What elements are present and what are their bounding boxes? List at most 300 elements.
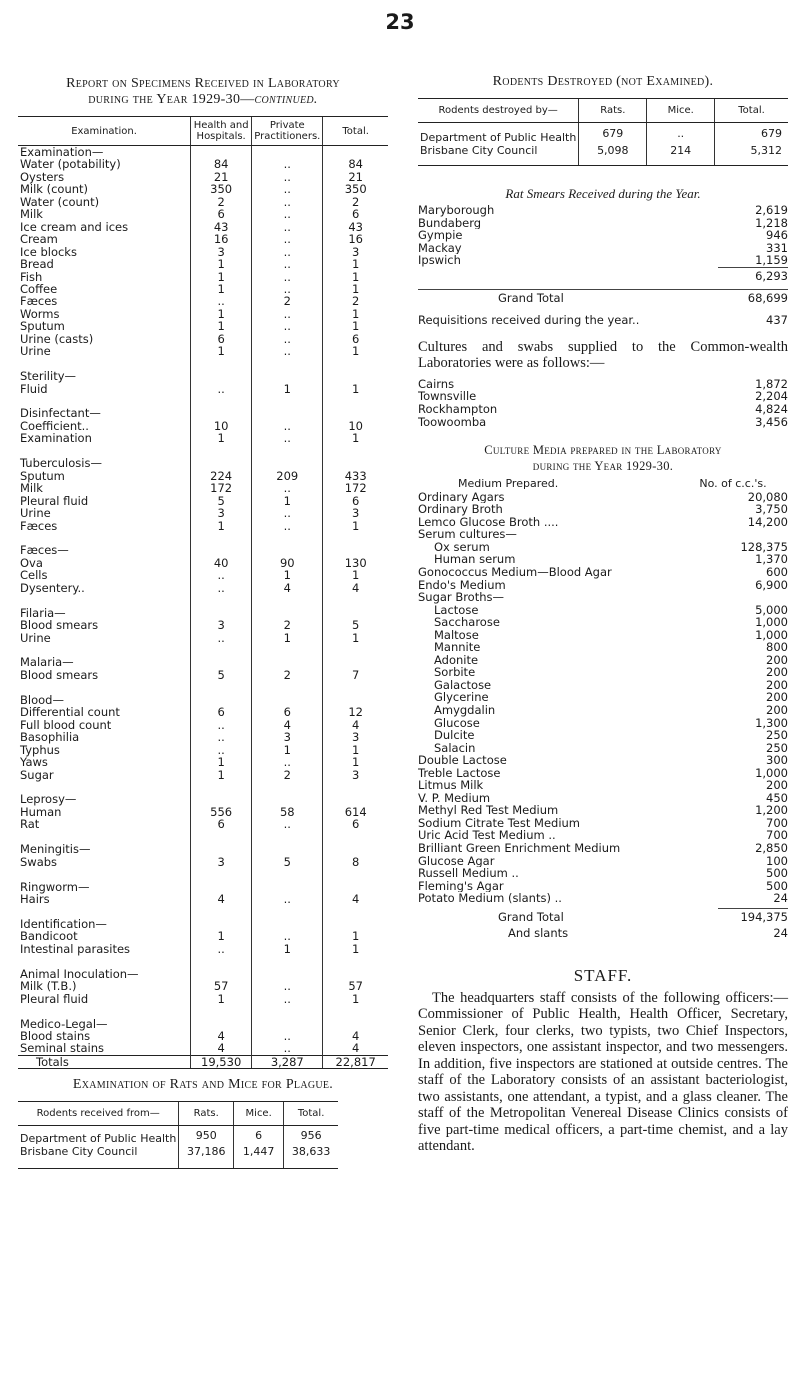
section-label: Fæces—: [20, 543, 69, 558]
item-value: 300: [766, 753, 788, 768]
cell-hospitals: 40: [191, 557, 252, 569]
item-value: 6,900: [755, 577, 788, 592]
table-row: [18, 893, 388, 905]
table-row: [18, 158, 388, 170]
row-label: Human: [20, 804, 62, 819]
spacer-cell: [323, 681, 388, 693]
spacer-cell: [18, 1158, 179, 1169]
list-item: [418, 217, 788, 230]
item-label: Serum cultures—: [418, 528, 517, 541]
spacer-cell: [323, 395, 388, 407]
row-label: Basophilia: [20, 730, 80, 745]
spacer-cell: [234, 1158, 284, 1169]
cell-hospitals: 3: [191, 619, 252, 631]
cell-total: 3: [323, 507, 388, 519]
item-value: 5,000: [755, 602, 788, 617]
cell-total: 1: [323, 744, 388, 756]
cell-hospitals: 4: [191, 1030, 252, 1042]
cell-hospitals: ..: [191, 719, 252, 731]
row-label: Rat: [20, 817, 40, 832]
destroyed-caption: Rodents Destroyed (not Examined).: [492, 74, 714, 89]
table-row: [18, 320, 388, 332]
cell-rats: 5,098: [579, 144, 647, 157]
cell-private: 1: [252, 744, 323, 756]
spacer-row: [18, 1158, 338, 1169]
item-label: Cairns: [418, 377, 455, 391]
table-row: [18, 557, 388, 569]
table-row: [18, 495, 388, 507]
spacer-cell: [252, 644, 323, 656]
row-label: Milk (T.B.): [20, 979, 77, 994]
row-label: Seminal stains: [20, 1041, 104, 1056]
rats-mice-caption: Examination of Rats and Mice for Plague.: [72, 1077, 334, 1093]
col-mice: Mice.: [234, 1102, 284, 1126]
cell-total: 6: [323, 495, 388, 507]
table-row: [18, 432, 388, 444]
cell-private: ..: [252, 980, 323, 992]
specimens-table: [18, 116, 388, 1069]
spacer-cell: [191, 831, 252, 843]
spacer-cell: [18, 868, 191, 880]
item-value: 800: [766, 640, 788, 655]
item-label: Dulcite: [434, 729, 475, 742]
cell-private: ..: [252, 158, 323, 170]
table-row: [18, 582, 388, 594]
cell-hospitals: 224: [191, 470, 252, 482]
col-total: Total.: [284, 1102, 338, 1126]
cell-total: 1: [323, 283, 388, 295]
item-label: Mackay: [418, 241, 462, 255]
item-label: Methyl Red Test Medium: [418, 804, 559, 817]
list-item: [418, 616, 788, 629]
row-label: Urine: [20, 506, 51, 521]
spacer-cell: [284, 1158, 338, 1169]
item-value: 2,850: [755, 841, 788, 856]
table-row: [18, 756, 388, 768]
list-item: [418, 742, 788, 755]
cell-total: 43: [323, 221, 388, 233]
cell-hospitals: ..: [191, 569, 252, 581]
cell-hospitals: 1: [191, 769, 252, 781]
cell-hospitals: 1: [191, 432, 252, 444]
rat-smears-heading: Rat Smears Received during the Year.: [505, 186, 701, 201]
empty-cell: [252, 843, 323, 855]
item-label: Sorbite: [434, 666, 476, 679]
rat-smears-list: [418, 204, 788, 267]
item-value: 1,300: [755, 715, 788, 730]
item-value: 250: [766, 740, 788, 755]
cell-mice: 1,447: [234, 1145, 284, 1158]
cell-hospitals: 6: [191, 333, 252, 345]
item-label: Salacin: [434, 741, 476, 755]
cell-private: 209: [252, 470, 323, 482]
media-slants-row: [418, 927, 788, 940]
list-item: [418, 817, 788, 830]
item-value: 200: [766, 778, 788, 793]
row-label: Fluid: [20, 381, 48, 396]
cell-hospitals: 1: [191, 308, 252, 320]
cell-total: 84: [323, 158, 388, 170]
cell-hospitals: ..: [191, 731, 252, 743]
cell-total: 1: [323, 320, 388, 332]
cell-total: 6: [323, 208, 388, 220]
empty-cell: [252, 457, 323, 469]
cell-total: 8: [323, 856, 388, 868]
item-label: Toowoomba: [418, 415, 487, 429]
item-value: 1,159: [755, 253, 788, 268]
spacer-cell: [191, 395, 252, 407]
row-label: Typhus: [20, 742, 60, 757]
cell-private: ..: [252, 246, 323, 258]
row-label: Examination: [20, 431, 92, 446]
cell-hospitals: ..: [191, 943, 252, 955]
specimens-table-body: [18, 146, 388, 1056]
section-row: [18, 843, 388, 855]
spacer-cell: [323, 905, 388, 917]
section-label: Disinfectant—: [20, 406, 101, 421]
cell-total: 3: [323, 246, 388, 258]
spacer-cell: [323, 532, 388, 544]
table-row: [18, 383, 388, 395]
cell-total: 1: [323, 383, 388, 395]
totals-hospitals: 19,530: [191, 1055, 252, 1068]
spacer-cell: [323, 594, 388, 606]
row-label: Urine: [20, 630, 51, 645]
spacer-cell: [191, 955, 252, 967]
cell-total: 6: [323, 333, 388, 345]
cell-total: 7: [323, 669, 388, 681]
empty-cell: [323, 370, 388, 382]
table-row: [18, 569, 388, 581]
cell-hospitals: 556: [191, 806, 252, 818]
media-slants-value: 24: [773, 926, 788, 941]
spacer-cell: [252, 831, 323, 843]
list-item: [418, 579, 788, 592]
table-row: [418, 144, 788, 157]
item-value: 1,370: [755, 552, 788, 567]
list-item: [418, 704, 788, 717]
media-head-left: Medium Prepared.: [458, 478, 559, 491]
cell-mice: ..: [647, 123, 715, 145]
item-label: Maryborough: [418, 204, 495, 217]
cell-total: 10: [323, 420, 388, 432]
table-row: [18, 507, 388, 519]
spacer-cell: [323, 358, 388, 370]
item-value: 20,080: [747, 489, 788, 504]
empty-cell: [323, 843, 388, 855]
row-label: Oysters: [20, 169, 65, 184]
spacer-cell: [252, 868, 323, 880]
cell-private: ..: [252, 345, 323, 357]
cell-total: 433: [323, 470, 388, 482]
item-value: 1,000: [755, 615, 788, 630]
cell-private: ..: [252, 482, 323, 494]
cell-total: 1: [323, 569, 388, 581]
item-label: Potato Medium (slants) ..: [418, 892, 562, 905]
item-value: 700: [766, 815, 788, 830]
item-value: 500: [766, 866, 788, 881]
list-item: [418, 516, 788, 529]
media-slants-label: And slants: [508, 927, 569, 940]
item-value: 500: [766, 878, 788, 893]
table-row: [18, 1145, 338, 1158]
row-label: Ice cream and ices: [20, 219, 129, 234]
rats-mice-body: [18, 1126, 338, 1169]
table-row: [18, 619, 388, 631]
table-row: [18, 258, 388, 270]
table-row: [18, 470, 388, 482]
row-label: Full blood count: [20, 717, 112, 732]
item-value: 946: [766, 228, 788, 243]
col-rats: Rats.: [579, 99, 647, 123]
row-label: Differential count: [20, 705, 120, 720]
cell-private: ..: [252, 258, 323, 270]
list-item: [418, 629, 788, 642]
row-label: Fæces: [20, 294, 58, 309]
cell-hospitals: 16: [191, 233, 252, 245]
list-item: [418, 829, 788, 842]
cell-private: ..: [252, 208, 323, 220]
spacer-cell: [252, 445, 323, 457]
row-label: Fish: [20, 269, 43, 284]
requisitions-value: 437: [766, 313, 788, 328]
cell-private: ..: [252, 756, 323, 768]
cell-hospitals: 1: [191, 283, 252, 295]
row-label: Ova: [20, 555, 43, 570]
cell-private: ..: [252, 183, 323, 195]
spacer-cell: [579, 157, 647, 166]
cell-hospitals: 10: [191, 420, 252, 432]
spacer-row: [18, 955, 388, 967]
spacer-cell: [191, 358, 252, 370]
col-examination: Examination.: [18, 117, 191, 146]
cell-total: 1: [323, 993, 388, 1005]
list-item: [418, 754, 788, 767]
specimens-caption: [18, 76, 388, 108]
row-label: Intestinal parasites: [20, 941, 131, 956]
destroyed-body: [418, 123, 788, 166]
cell-total: 956: [284, 1126, 338, 1146]
item-value: 200: [766, 652, 788, 667]
section-label: Identification—: [20, 916, 107, 931]
cell-hospitals: 1: [191, 320, 252, 332]
list-item: [418, 229, 788, 242]
item-label: Gonococcus Medium—Blood Agar: [418, 566, 612, 579]
item-value: 200: [766, 677, 788, 692]
section-label: Sterility—: [20, 369, 77, 384]
row-label: Dysentery..: [20, 580, 85, 595]
row-label: Yaws: [20, 755, 48, 770]
cell-private: ..: [252, 432, 323, 444]
item-value: 200: [766, 703, 788, 718]
item-value: 14,200: [747, 514, 788, 529]
cell-hospitals: 3: [191, 856, 252, 868]
cell-private: ..: [252, 233, 323, 245]
spacer-row: [18, 868, 388, 880]
cell-hospitals: 5: [191, 669, 252, 681]
cell-hospitals: 172: [191, 482, 252, 494]
table-row: [18, 233, 388, 245]
cell-private: ..: [252, 507, 323, 519]
table-row: [18, 482, 388, 494]
media-grand-label: Grand Total: [498, 910, 564, 924]
cell-private: ..: [252, 196, 323, 208]
cell-private: ..: [252, 993, 323, 1005]
table-row: [18, 632, 388, 644]
item-value: 2,204: [755, 389, 788, 404]
cell-hospitals: 43: [191, 221, 252, 233]
cell-private: ..: [252, 171, 323, 183]
col-received-from: Rodents received from—: [18, 1102, 179, 1126]
spacer-cell: [323, 644, 388, 656]
row-label: Worms: [20, 306, 60, 321]
cell-total: 4: [323, 582, 388, 594]
table-row: [18, 271, 388, 283]
spacer-cell: [418, 157, 579, 166]
item-label: Rockhampton: [418, 402, 498, 416]
cell-rats: 679: [579, 123, 647, 145]
section-row: [18, 544, 388, 556]
spacer-row: [418, 157, 788, 166]
item-value: 3,456: [755, 414, 788, 429]
row-label: Ice blocks: [20, 244, 77, 259]
cell-hospitals: 3: [191, 507, 252, 519]
cell-hospitals: 1: [191, 345, 252, 357]
cell-private: 1: [252, 569, 323, 581]
list-item: [418, 679, 788, 692]
cell-total: 12: [323, 706, 388, 718]
spacer-cell: [191, 1005, 252, 1017]
spacer-cell: [18, 1005, 191, 1017]
item-label: Townsville: [418, 390, 477, 403]
cell-total: 1: [323, 271, 388, 283]
spacer-cell: [252, 358, 323, 370]
row-label: Pleural fluid: [20, 991, 89, 1006]
rats-mice-table: [18, 1101, 338, 1169]
cell-total: 1: [323, 930, 388, 942]
item-value: 331: [766, 240, 788, 255]
left-column: [18, 76, 388, 1169]
caption-year: during the Year 1929-30—: [88, 92, 255, 107]
item-label: Glucose Agar: [418, 854, 495, 868]
col-private-practitioners: Private Practitioners.: [252, 117, 323, 146]
item-value: [718, 591, 788, 604]
item-label: Bundaberg: [418, 216, 482, 230]
spacer-cell: [323, 445, 388, 457]
spacer-cell: [252, 781, 323, 793]
cell-hospitals: 2: [191, 196, 252, 208]
list-item: [418, 254, 788, 267]
row-label: Hairs: [20, 892, 50, 907]
table-row: [18, 818, 388, 830]
item-value: 100: [766, 853, 788, 868]
section-label: Ringworm—: [20, 879, 90, 894]
item-label: Glucose: [434, 716, 480, 730]
cell-private: ..: [252, 320, 323, 332]
item-label: Adonite: [434, 653, 479, 667]
cell-total: 1: [323, 632, 388, 644]
cell-hospitals: 5: [191, 495, 252, 507]
list-item: [418, 666, 788, 679]
cell-total: 130: [323, 557, 388, 569]
spacer-row: [18, 532, 388, 544]
list-item: [418, 804, 788, 817]
empty-cell: [252, 370, 323, 382]
item-label: Ordinary Agars: [418, 490, 505, 504]
cell-hospitals: 4: [191, 1042, 252, 1055]
cell-hospitals: 84: [191, 158, 252, 170]
item-label: V. P. Medium: [418, 791, 491, 805]
row-label: Blood smears: [20, 618, 99, 633]
cell-total: 5,312: [715, 144, 788, 157]
cell-total: 679: [715, 123, 788, 145]
list-item: [418, 892, 788, 905]
cell-private: 1: [252, 495, 323, 507]
table-row: [18, 930, 388, 942]
cell-total: 1: [323, 520, 388, 532]
item-value: 1,000: [755, 765, 788, 780]
cell-hospitals: 1: [191, 993, 252, 1005]
item-value: 1,200: [755, 803, 788, 818]
row-label: Department of Public Health: [420, 131, 577, 144]
item-label: Lactose: [434, 603, 479, 617]
table-row: [18, 283, 388, 295]
table-row: [18, 345, 388, 357]
row-label: Pleural fluid: [20, 493, 89, 508]
table-row: [18, 706, 388, 718]
spacer-cell: [18, 594, 191, 606]
item-label: Amygdalin: [434, 704, 496, 717]
item-label: Glycerine: [434, 691, 489, 705]
section-row: [18, 881, 388, 893]
item-value: 128,375: [740, 539, 788, 554]
section-label: Animal Inoculation—: [20, 966, 139, 981]
item-value: 200: [766, 690, 788, 705]
spacer-cell: [252, 532, 323, 544]
spacer-row: [18, 681, 388, 693]
section-label: Blood—: [20, 692, 64, 707]
cell-rats: 950: [179, 1126, 234, 1146]
table-row: [18, 856, 388, 868]
specimens-caption-line1: Report on Specimens Received in Laboratory: [66, 76, 340, 91]
spacer-cell: [323, 1005, 388, 1017]
item-value: 700: [766, 828, 788, 843]
media-grand-value: 194,375: [740, 909, 788, 924]
cell-mice: 214: [647, 144, 715, 157]
cell-private: ..: [252, 420, 323, 432]
table-row: [18, 208, 388, 220]
spacer-cell: [323, 831, 388, 843]
list-item: [418, 591, 788, 604]
row-label: Bandicoot: [20, 929, 78, 944]
cell-total: 614: [323, 806, 388, 818]
staff-paragraph: The headquarters staff consists of the following officers:—Commissioner of Public Health, Health Officer, Secretary, Senior Clerk, four clerks, two typists, two Chief Inspectors, eleven inspectors, one assistant inspector, and two messengers. In addition, five inspectors are stationed at outside centres. The staff of the Laboratory consists of an assistant bacteriologist, two assistants, one attendant, a typist, and a glass cleaner. The staff of the Metropolitan Venereal Disease Clinics consists of five part-time medical officers, a part-time chemist, and a lay attendant.: [418, 989, 788, 1155]
table-row: [18, 943, 388, 955]
item-label: Ox serum: [434, 540, 490, 554]
requisitions-label: Requisitions received during the year..: [418, 314, 640, 327]
row-label: Department of Public Health: [20, 1132, 177, 1146]
cell-private: ..: [252, 930, 323, 942]
row-label: Brisbane City Council: [20, 1145, 138, 1159]
row-label: Coefficient..: [20, 418, 89, 433]
staff-heading: STAFF.: [573, 965, 633, 985]
cell-total: 1: [323, 308, 388, 320]
cell-total: 3: [323, 731, 388, 743]
section-label: Medico-Legal—: [20, 1016, 108, 1031]
cell-total: 2: [323, 196, 388, 208]
col-health-hospitals: Health and Hospitals.: [191, 117, 252, 146]
cell-total: 57: [323, 980, 388, 992]
